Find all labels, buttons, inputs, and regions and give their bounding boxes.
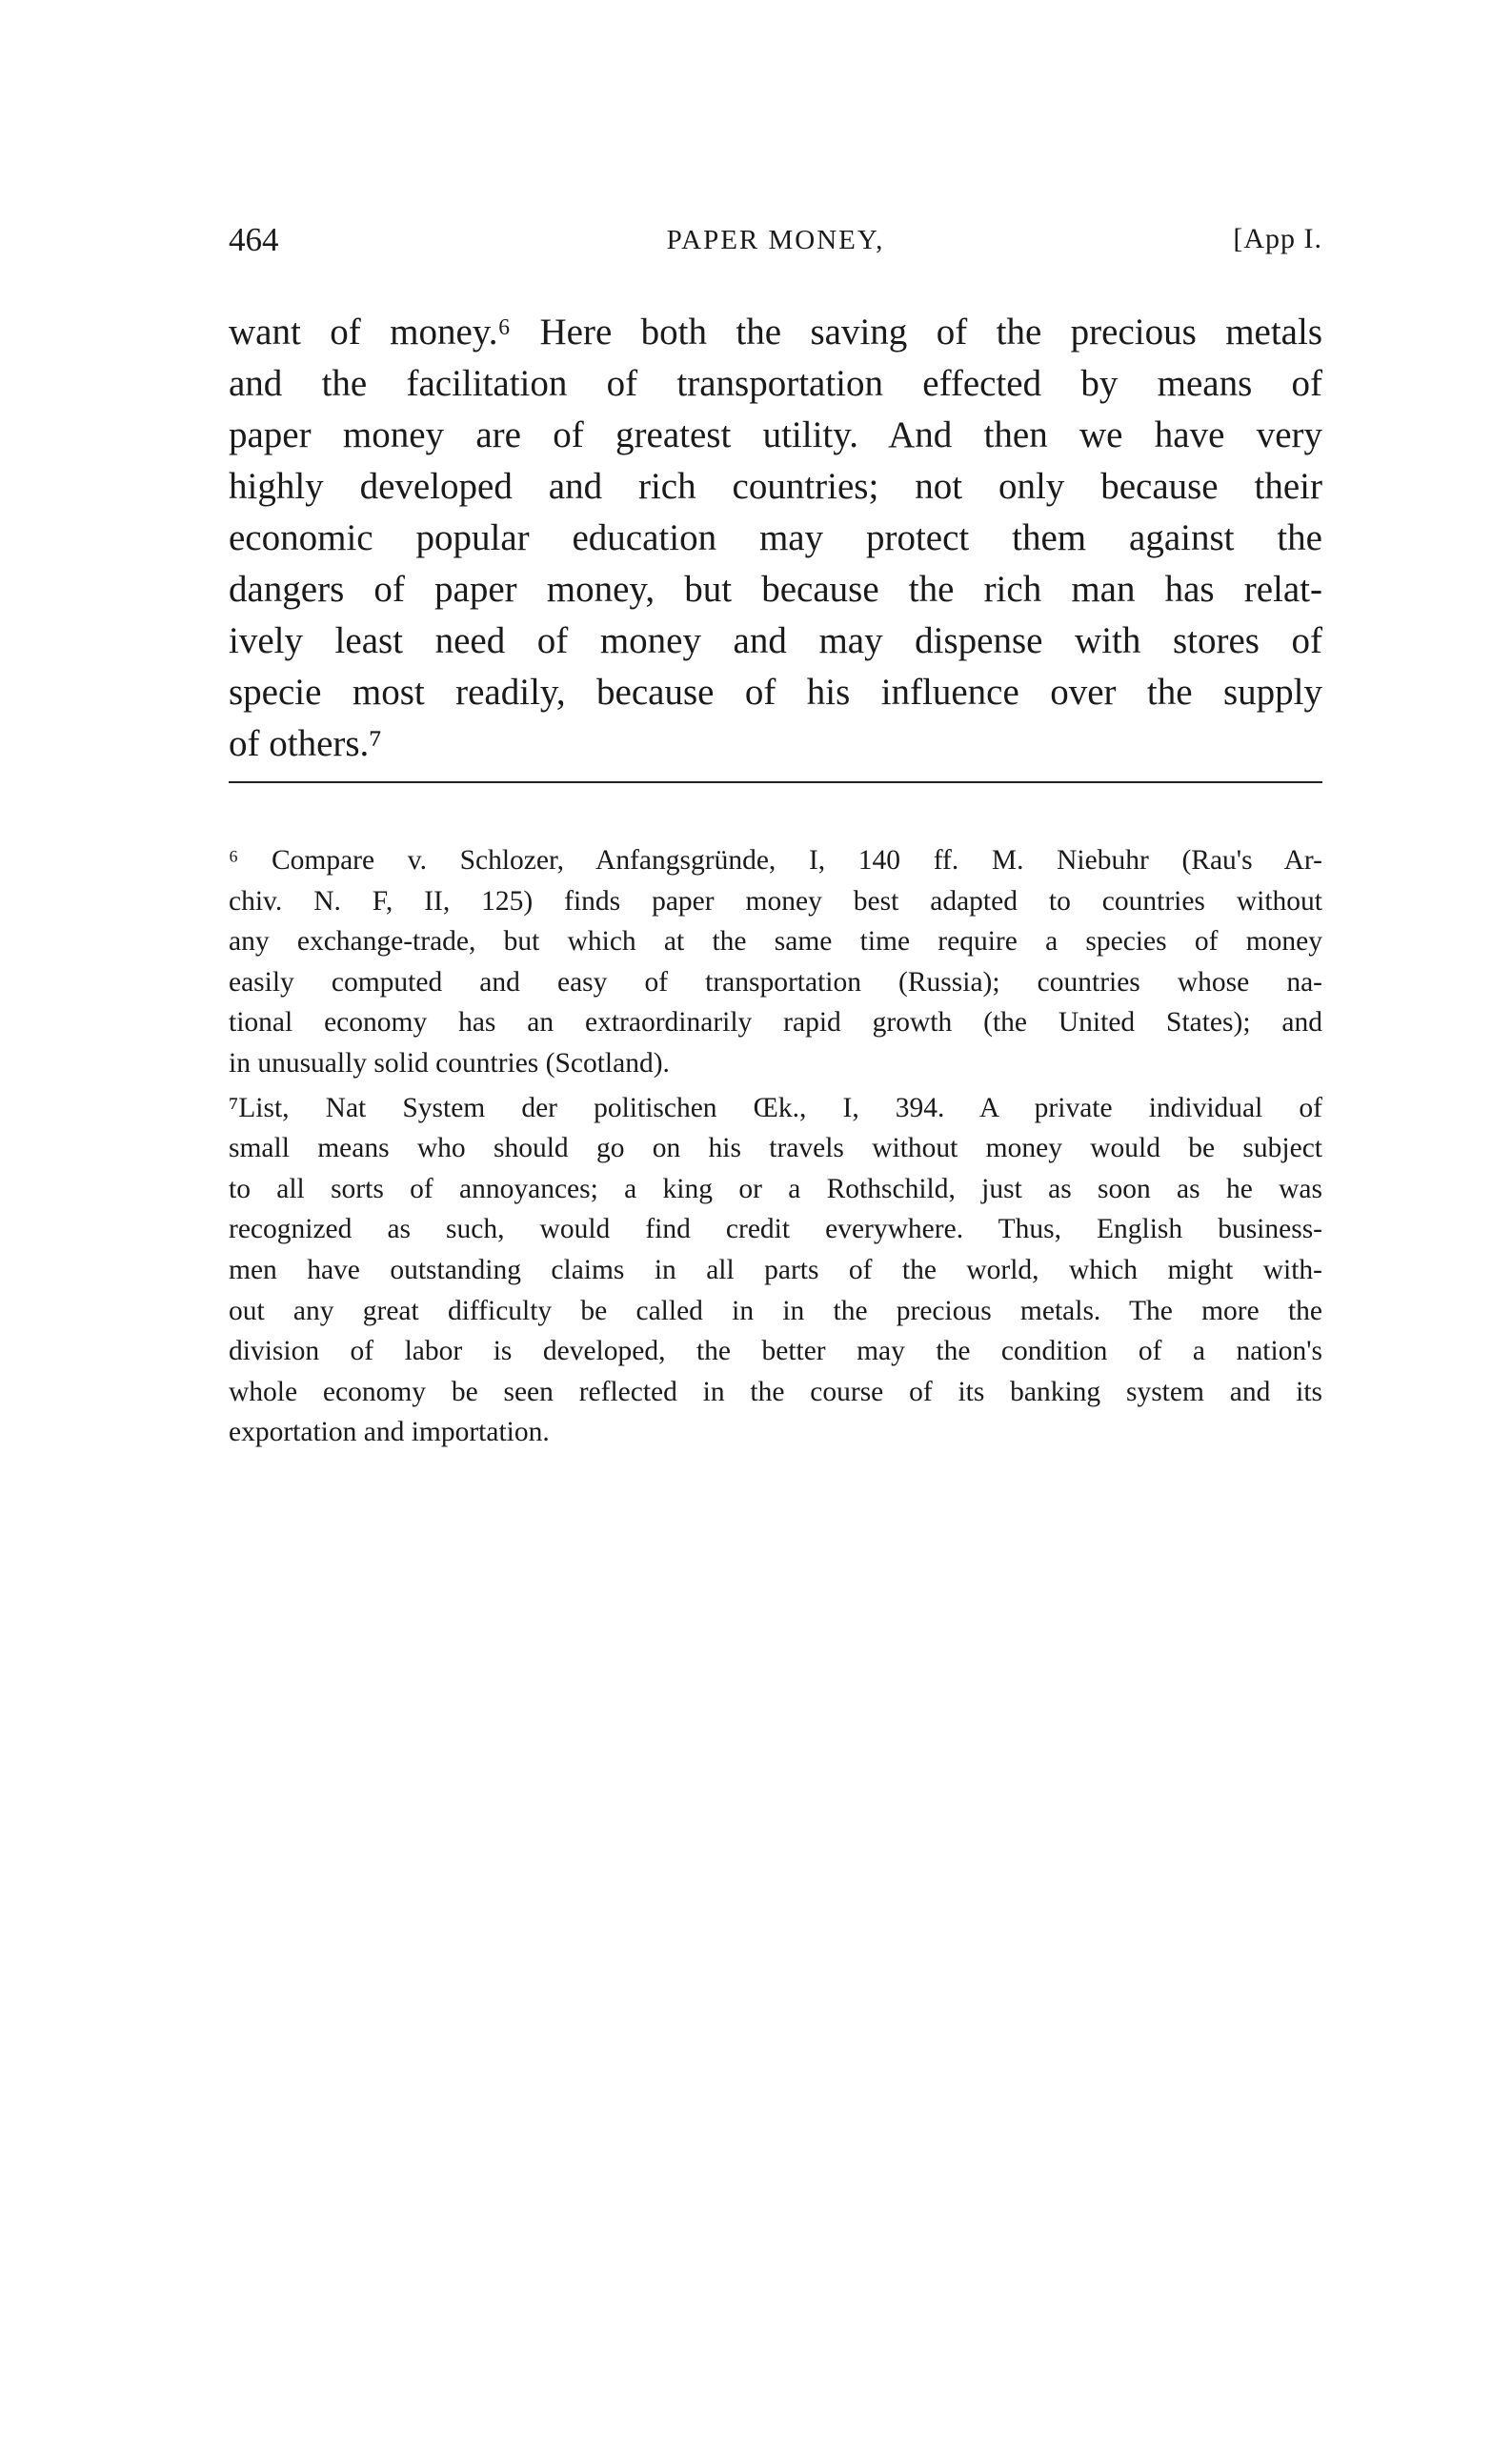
text-line: recognized as such, would find credit everywhere. Thus, English business- xyxy=(229,1214,1322,1245)
footnote-6 xyxy=(229,840,1322,1084)
body-text xyxy=(229,307,1322,770)
text-line: ively least need of money and may dispense with stores of xyxy=(229,620,1322,661)
running-title: PAPER MONEY, xyxy=(666,225,885,255)
text-line: in unusually solid countries (Scotland). xyxy=(229,1047,670,1079)
text-line: highly developed and rich countries; not only because their xyxy=(229,466,1322,507)
footnotes xyxy=(229,840,1322,1453)
text-line: small means who should go on his travels without money would be subject xyxy=(229,1133,1322,1164)
text-line: ⁶ Compare v. Schlozer, Anfangsgründe, I, 140 ff. M. Niebuhr (Rau's Ar- xyxy=(229,845,1322,876)
text-line: dangers of paper money, but because the rich man has relat- xyxy=(229,569,1322,610)
text-line: tional economy has an extraordinarily rapid growth (the United States); and xyxy=(229,1007,1322,1039)
text-line: easily computed and easy of transportation (Russia); countries whose na- xyxy=(229,966,1322,998)
text-line: out any great difficulty be called in in the precious metals. The more the xyxy=(229,1295,1322,1326)
text-line: men have outstanding claims in all parts of the world, which might with- xyxy=(229,1254,1322,1285)
footnote-7 xyxy=(229,1088,1322,1453)
text-line: specie most readily, because of his influence over the supply xyxy=(229,672,1322,713)
text-line: exportation and importation. xyxy=(229,1417,550,1448)
text-line: any exchange-trade, but which at the same time require a species of money xyxy=(229,926,1322,958)
text-line: and the facilitation of transportation effected by means of xyxy=(229,363,1322,404)
text-line: division of labor is developed, the better may the condition of a nation's xyxy=(229,1336,1322,1367)
section-label: [App I. xyxy=(1233,223,1322,254)
text-line: chiv. N. F, II, 125) finds paper money best adapted to countries without xyxy=(229,885,1322,917)
text-line: want of money.⁶ Here both the saving of the precious metals xyxy=(229,312,1322,353)
text-line: economic popular education may protect them against the xyxy=(229,517,1322,558)
text-line: of others.⁷ xyxy=(229,723,382,764)
text-line: to all sorts of annoyances; a king or a Rothschild, just as soon as he was xyxy=(229,1173,1322,1204)
text-line: ⁷List, Nat System der politischen Œk., I, 394. A private individual of xyxy=(229,1092,1322,1123)
text-line: paper money are of greatest utility. And then we have very xyxy=(229,414,1322,455)
text-line: whole economy be seen reflected in the course of its banking system and its xyxy=(229,1376,1322,1407)
running-header xyxy=(229,221,1322,263)
footnote-divider xyxy=(229,781,1322,783)
page-number: 464 xyxy=(229,221,279,258)
